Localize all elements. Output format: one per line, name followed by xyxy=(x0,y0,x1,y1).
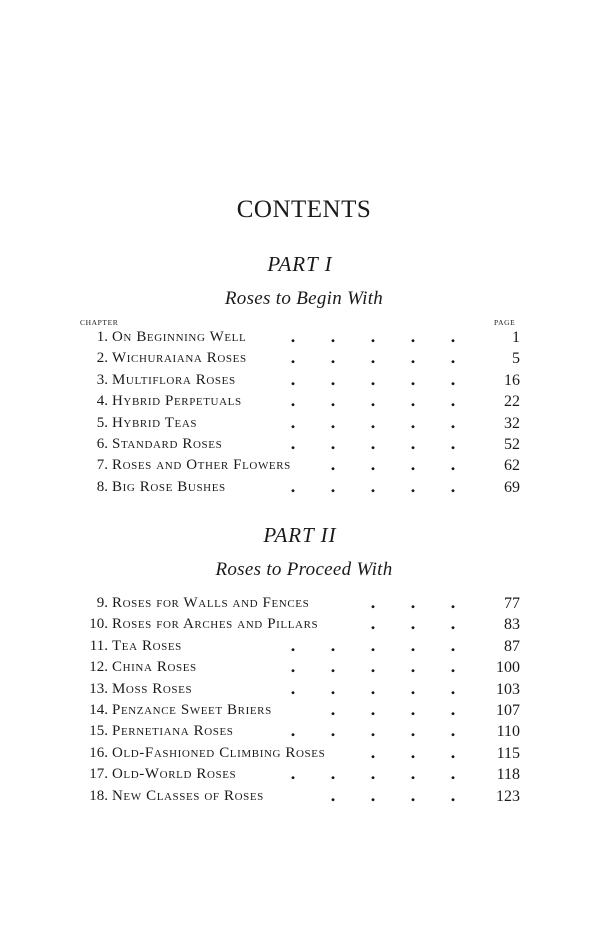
page-number: 1 xyxy=(512,329,520,346)
chapter-title: New Classes of Roses xyxy=(112,787,264,804)
toc-entry xyxy=(80,721,520,742)
toc-entry xyxy=(80,391,520,412)
chapter-title: Tea Roses xyxy=(112,637,182,654)
toc-part-one xyxy=(80,327,520,498)
part-two-subtitle: Roses to Proceed With xyxy=(215,559,393,580)
toc-entry xyxy=(80,348,520,369)
page-number: 77 xyxy=(504,595,520,612)
chapter-number: 13. xyxy=(89,680,108,697)
toc-entry xyxy=(80,477,520,498)
toc-entry xyxy=(80,786,520,807)
toc-entry xyxy=(80,679,520,700)
chapter-number: 18. xyxy=(89,787,108,804)
dot-leader xyxy=(270,413,486,434)
dot-leader xyxy=(298,786,486,807)
page-number: 118 xyxy=(496,766,520,784)
chapter-title: Roses and Other Flowers xyxy=(112,457,291,474)
part-two-heading: PART II xyxy=(263,523,337,547)
chapter-number: 3. xyxy=(96,371,108,388)
page-number: 123 xyxy=(496,787,520,805)
page-number: 83 xyxy=(504,616,520,634)
chapter-title: Roses for Arches and Pillars xyxy=(112,616,319,633)
toc-entry xyxy=(80,327,520,348)
toc-entry xyxy=(80,700,520,721)
chapter-number: 15. xyxy=(89,723,108,740)
chapter-title: Wichuraiana Roses xyxy=(112,350,247,367)
chapter-column-label: CHAPTER xyxy=(80,318,119,327)
page-column-label: PAGE xyxy=(494,318,516,327)
chapter-title: Standard Roses xyxy=(112,435,223,452)
chapter-number: 5. xyxy=(96,414,108,431)
chapter-number: 16. xyxy=(89,744,108,761)
chapter-title: Hybrid Perpetuals xyxy=(112,393,242,410)
dot-leader xyxy=(270,434,486,455)
toc-entry xyxy=(80,370,520,391)
chapter-number: 2. xyxy=(96,350,108,367)
chapter-title: On Beginning Well xyxy=(112,329,247,345)
page-number: 103 xyxy=(496,680,520,698)
chapter-number: 8. xyxy=(96,478,108,495)
chapter-title: Big Rose Bushes xyxy=(112,478,226,495)
dot-leader xyxy=(270,370,486,391)
chapter-number: 14. xyxy=(89,701,108,718)
page-number: 100 xyxy=(496,659,520,677)
dot-leader xyxy=(270,477,486,498)
chapter-number: 12. xyxy=(89,659,108,676)
chapter-title: Pernetiana Roses xyxy=(112,723,234,740)
toc-entry xyxy=(80,657,520,678)
chapter-title: Old-Fashioned Climbing Roses xyxy=(112,744,326,761)
toc-entry xyxy=(80,455,520,476)
toc-part-two xyxy=(80,593,520,807)
toc-entry xyxy=(80,614,520,635)
page-number: 5 xyxy=(512,350,520,368)
dot-leader xyxy=(368,614,486,635)
dot-leader xyxy=(270,348,486,369)
chapter-number: 17. xyxy=(89,766,108,783)
part-one-heading: PART I xyxy=(267,252,333,276)
chapter-title: Penzance Sweet Briers xyxy=(112,701,272,718)
page-number: 62 xyxy=(504,457,520,475)
part-one-subtitle: Roses to Begin With xyxy=(224,288,384,309)
toc-entry xyxy=(80,434,520,455)
dot-leader xyxy=(298,700,486,721)
page-number: 115 xyxy=(496,744,520,762)
page-number: 87 xyxy=(504,637,520,655)
chapter-number: 6. xyxy=(96,435,108,452)
chapter-title: Hybrid Teas xyxy=(112,414,198,431)
chapter-number: 9. xyxy=(96,595,108,611)
page-number: 22 xyxy=(504,393,520,411)
toc-entry xyxy=(80,764,520,785)
toc-entry xyxy=(80,636,520,657)
dot-leader xyxy=(368,743,486,764)
dot-leader xyxy=(298,455,486,476)
toc-entry xyxy=(80,593,520,614)
chapter-number: 7. xyxy=(96,457,108,474)
toc-entry xyxy=(80,743,520,764)
chapter-number: 10. xyxy=(89,616,108,633)
chapter-number: 1. xyxy=(96,329,108,345)
chapter-number: 11. xyxy=(89,637,108,654)
page-number: 110 xyxy=(496,723,520,741)
page-number: 16 xyxy=(504,371,520,389)
dot-leader xyxy=(270,764,486,785)
dot-leader xyxy=(270,679,486,700)
chapter-title: Old-World Roses xyxy=(112,766,237,783)
dot-leader xyxy=(270,721,486,742)
page-number: 32 xyxy=(504,414,520,432)
chapter-title: China Roses xyxy=(112,659,197,676)
page-number: 52 xyxy=(504,435,520,453)
page-number: 107 xyxy=(496,701,520,719)
chapter-number: 4. xyxy=(96,393,108,410)
dot-leader xyxy=(368,593,486,614)
chapter-title: Moss Roses xyxy=(112,680,193,697)
toc-entry xyxy=(80,413,520,434)
dot-leader xyxy=(270,636,486,657)
dot-leader xyxy=(270,657,486,678)
chapter-title: Multiflora Roses xyxy=(112,371,236,388)
page-title: CONTENTS xyxy=(236,196,372,223)
dot-leader xyxy=(270,391,486,412)
page-number: 69 xyxy=(504,478,520,496)
chapter-title: Roses for Walls and Fences xyxy=(112,595,310,611)
dot-leader xyxy=(270,327,486,348)
